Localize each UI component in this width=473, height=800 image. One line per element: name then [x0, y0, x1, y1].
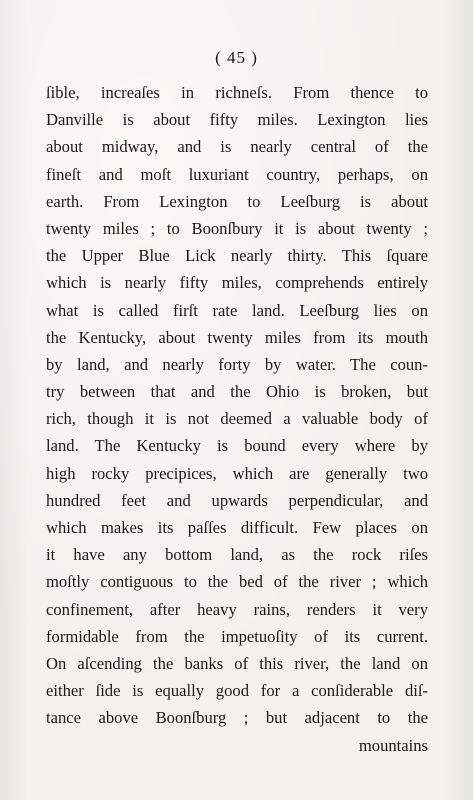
text-line: high rocky precipices, which are generally two — [46, 463, 428, 483]
text-line: rich, though it is not deemed a valuable body of — [46, 409, 428, 429]
text-line: tance above Boonſburg ; but adjacent to the — [46, 708, 428, 728]
text-line: fineſt and moſt luxuriant country, perhaps, on — [46, 164, 428, 184]
text-line: confinement, after heavy rains, renders it very — [46, 599, 428, 619]
text-line: earth. From Lexington to Leeſburg is about — [46, 191, 428, 211]
text-line: Danville is about fifty miles. Lexington lies — [46, 110, 428, 130]
text-line: formidable from the impetuoſity of its current. — [46, 626, 428, 646]
text-line: On aſcending the banks of this river, the land on — [46, 653, 428, 673]
text-line: try between that and the Ohio is broken, but — [46, 382, 428, 402]
text-line: what is called firſt rate land. Leeſburg lies on — [46, 300, 428, 320]
text-line: by land, and nearly forty by water. The coun- — [46, 354, 428, 374]
text-line: land. The Kentucky is bound every where by — [46, 436, 428, 456]
text-line: hundred feet and upwards perpendicular, and — [46, 490, 428, 510]
text-line: ſible, increaſes in richneſs. From thence to — [46, 83, 428, 102]
catchword: mountains — [358, 735, 428, 755]
body-text — [46, 79, 428, 759]
text-line: moſtly contiguous to the bed of the river ; which — [46, 572, 428, 592]
text-line: twenty miles ; to Boonſbury it is about twenty ; — [46, 218, 428, 238]
page-number: ( 45 ) — [215, 48, 258, 67]
text-line: about midway, and is nearly central of the — [46, 137, 428, 157]
text-line: it have any bottom land, as the rock riſes — [46, 545, 428, 565]
text-line: which makes its paſſes difficult. Few places on — [46, 518, 428, 537]
text-line: the Upper Blue Lick nearly thirty. This ſquare — [46, 246, 428, 266]
text-line: the Kentucky, about twenty miles from its mouth — [46, 327, 428, 347]
text-line: either ſide is equally good for a conſiderable diſ- — [46, 681, 428, 701]
text-line: which is nearly fifty miles, comprehends entirely — [46, 273, 428, 293]
